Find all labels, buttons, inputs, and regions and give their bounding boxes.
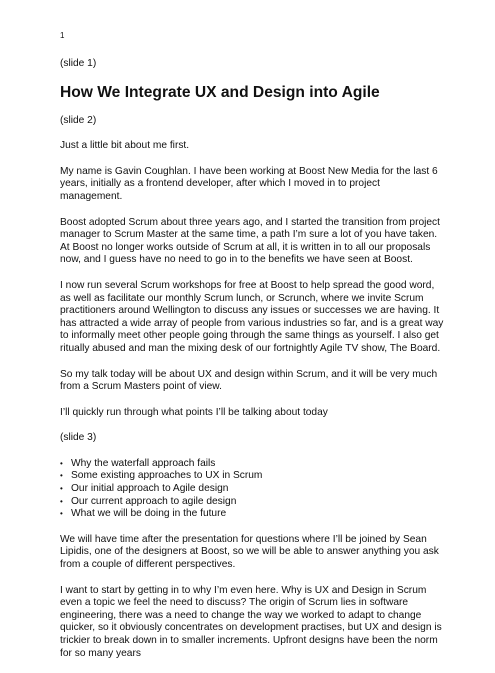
- slide-marker: (slide 2): [60, 114, 97, 126]
- bullet-item: • What we will be doing in the future: [60, 508, 445, 521]
- paragraph: Just a little bit about me first.: [60, 140, 190, 152]
- page-number: 1: [60, 31, 65, 40]
- paragraph: I’ll quickly run through what points I’ll be talking about today: [60, 406, 328, 418]
- slide-marker: (slide 3): [60, 432, 97, 444]
- slide-marker: (slide 1): [60, 58, 97, 69]
- bullet-item: • Our initial approach to Agile design: [60, 483, 445, 496]
- paragraph: So my talk today will be about UX and design within Scrum, and it will be very much from a Scrum Masters point of view.: [60, 368, 438, 393]
- bullet-item: • Why the waterfall approach fails: [60, 458, 445, 471]
- paragraph: We will have time after the presentation for questions where I’ll be joined by Sean Lipidis, one of the designers at Boost, so we will be able to answer anything you ask from a couple of different perspectives.: [60, 533, 439, 571]
- bullet-item: • Our current approach to agile design: [60, 496, 445, 509]
- paragraph: My name is Gavin Coughlan. I have been working at Boost New Media for the last 6 years, initially as a frontend developer, after which I moved in to project management.: [60, 165, 438, 202]
- document-title: How We Integrate UX and Design into Agile: [60, 83, 380, 101]
- paragraph: Boost adopted Scrum about three years ago, and I started the transition from project manager to Scrum Master at the same time, a path I’m sure a lot of you have taken. At Boost no longer works outside of Scrum at all, it is written in to all our proposals now, and I guess have no need to go in to the benefits we have seen at Boost.: [60, 216, 440, 266]
- bullet-list: [60, 458, 445, 521]
- paragraph: I want to start by getting in to why I’m even here. Why is UX and Design in Scrum even a topic we feel the need to discuss? The origin of Scrum lies in software engineering, there was a need to change the way we worked to adapt to change quicker, so it obviously concentrates on development practises, but UX and design is trickier to break down in to smaller increments. Upfront designs have been the norm for so many years: [60, 584, 442, 659]
- paragraph: I now run several Scrum workshops for free at Boost to help spread the good word, as well as facilitate our monthly Scrum lunch, or Scrunch, where we invite Scrum practitioners around Wellington to discuss any issues or successes we are having. It has attracted a wide array of people from various industries so far, and is a great way to informally meet other people going through the same things as yourself. I also get ritually abused and man the mixing desk of our fortnightly Agile TV show, The Board.: [60, 279, 444, 354]
- bullet-item: • Some existing approaches to UX in Scrum: [60, 470, 445, 483]
- document-body: [60, 58, 445, 673]
